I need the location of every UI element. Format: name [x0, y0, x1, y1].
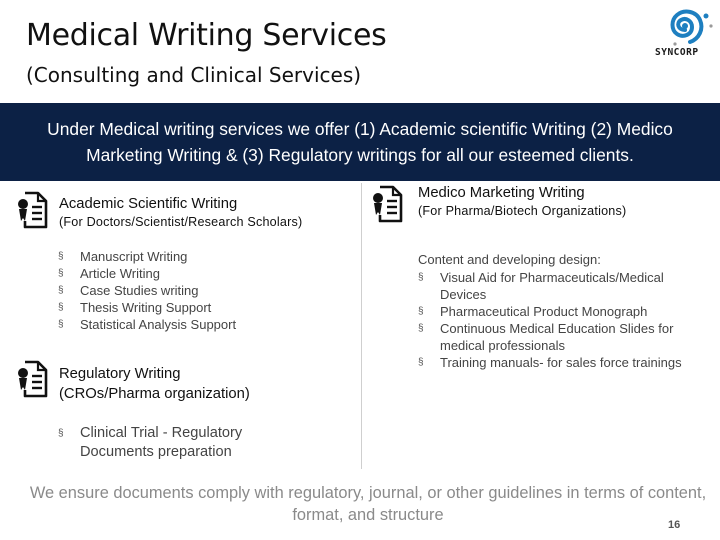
column-divider — [361, 183, 362, 469]
academic-title: Academic Scientific Writing — [59, 196, 238, 212]
regulatory-list — [58, 424, 288, 462]
list-item: § Training manuals- for sales force trainings — [418, 354, 703, 371]
regulatory-title: Regulatory Writing — [59, 366, 181, 382]
academic-list — [58, 248, 348, 333]
footer-note: We ensure documents comply with regulatory, journal, or other guidelines in terms of content, format, and structure — [29, 484, 707, 524]
list-item: § Continuous Medical Education Slides for medical professionals — [418, 320, 703, 354]
list-item: § Thesis Writing Support — [58, 299, 348, 316]
document-icon — [371, 185, 403, 223]
medico-list — [418, 269, 703, 371]
medico-intro: Content and developing design: — [418, 252, 601, 267]
page-subtitle: (Consulting and Clinical Services) — [26, 63, 362, 87]
document-icon — [16, 360, 48, 398]
list-item: § Statistical Analysis Support — [58, 316, 348, 333]
medico-subtitle: (For Pharma/Biotech Organizations) — [418, 204, 627, 218]
list-item: § Pharmaceutical Product Monograph — [418, 303, 703, 320]
academic-subtitle: (For Doctors/Scientist/Research Scholars) — [59, 215, 303, 229]
list-item: § Clinical Trial - Regulatory Documents preparation — [58, 424, 288, 462]
list-item: § Visual Aid for Pharmaceuticals/Medical Devices — [418, 269, 703, 303]
intro-banner — [0, 103, 720, 181]
logo-text: SYNCORP — [655, 47, 699, 58]
banner-text: Under Medical writing services we offer (1) Academic scientific Writing (2) Medico Marketing Writing & (3) Regulatory writings for all our esteemed clients. — [47, 119, 673, 165]
document-icon — [16, 191, 48, 229]
list-item: § Case Studies writing — [58, 282, 348, 299]
page-number: 16 — [668, 519, 681, 531]
page-title: Medical Writing Services — [26, 18, 387, 53]
list-item: § Manuscript Writing — [58, 248, 348, 265]
regulatory-subtitle: (CROs/Pharma organization) — [59, 386, 250, 402]
medico-title: Medico Marketing Writing — [418, 185, 585, 201]
list-item: § Article Writing — [58, 265, 348, 282]
